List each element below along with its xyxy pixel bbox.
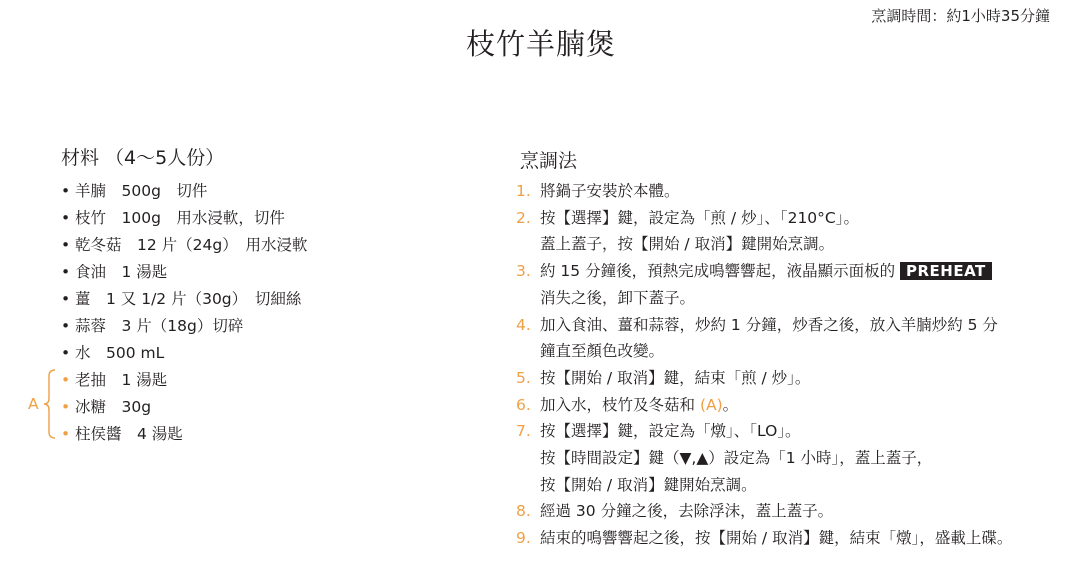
ingredient-item: • 羊腩 500g 切件 [61,178,307,205]
method-steps [516,178,1012,552]
ingredient-item-group-a: • 柱侯醬 4 湯匙 [61,421,307,448]
ingredient-item-group-a: • 冰糖 30g [61,394,307,421]
bullet-icon: • [61,182,71,200]
group-a-reference: (A) [699,395,723,414]
bullet-icon: • [61,263,71,281]
step-3: 3. 約 15 分鐘後，預熱完成鳴響響起，液晶顯示面板的 PREHEAT 消失之後，卸下蓋子。 [516,258,1012,311]
recipe-title: 枝竹羊腩煲 [465,27,616,61]
bullet-icon: • [61,344,71,362]
ingredient-item: • 薑 1 又 1/2 片（30g） 切細絲 [61,286,307,313]
step-5: 5. 按【開始 / 取消】鍵，結束「煎 / 炒」。 [516,368,811,387]
ingredient-item: • 食油 1 湯匙 [61,259,307,286]
preheat-display-badge: PREHEAT [900,262,992,280]
method-heading: 烹調法 [520,150,578,172]
group-a-label: A [28,395,39,413]
ingredients-list [61,178,307,448]
bullet-icon: • [61,398,71,416]
step-1: 1. 將鍋子安裝於本體。 [516,182,680,200]
ingredients-heading: 材料 （4～5人份） [61,147,225,169]
bullet-icon: • [61,236,71,254]
step-4: 4. 加入食油、薑和蒜蓉，炒約 1 分鐘，炒香之後，放入羊腩炒約 5 分 鐘直至顏色改變。 [516,315,998,361]
ingredient-item: • 枝竹 100g 用水浸軟，切件 [61,205,307,232]
group-a-brace-icon [43,369,57,439]
cooking-time-note: 烹調時間：約1小時35分鐘 [871,7,1050,25]
ingredient-item: • 蒜蓉 3 片（18g）切碎 [61,313,307,340]
ingredient-item: • 乾冬菇 12 片（24g） 用水浸軟 [61,232,307,259]
bullet-icon: • [61,317,71,335]
bullet-icon: • [61,425,71,443]
ingredient-item-group-a: • 老抽 1 湯匙 [61,367,307,394]
step-6: 6. 加入水，枝竹及冬菇和 (A)。 [516,395,739,414]
step-8: 8. 經過 30 分鐘之後，去除浮沫，蓋上蓋子。 [516,502,834,521]
step-2: 2. 按【選擇】鍵，設定為「煎 / 炒」、「210°C」。 蓋上蓋子，按【開始 / 取消】鍵開始烹調。 [516,208,859,254]
step-7: 7. 按【選擇】鍵，設定為「燉」、「LO」。 按【時間設定】鍵（▼,▲）設定為「1 小時」，蓋上蓋子， 按【開始 / 取消】鍵開始烹調。 [516,422,933,494]
ingredient-item: • 水 500 mL [61,340,307,367]
bullet-icon: • [61,290,71,308]
bullet-icon: • [61,371,71,389]
bullet-icon: • [61,209,71,227]
step-9: 9. 結束的鳴響響起之後，按【開始 / 取消】鍵，結束「燉」，盛載上碟。 [516,529,1013,548]
